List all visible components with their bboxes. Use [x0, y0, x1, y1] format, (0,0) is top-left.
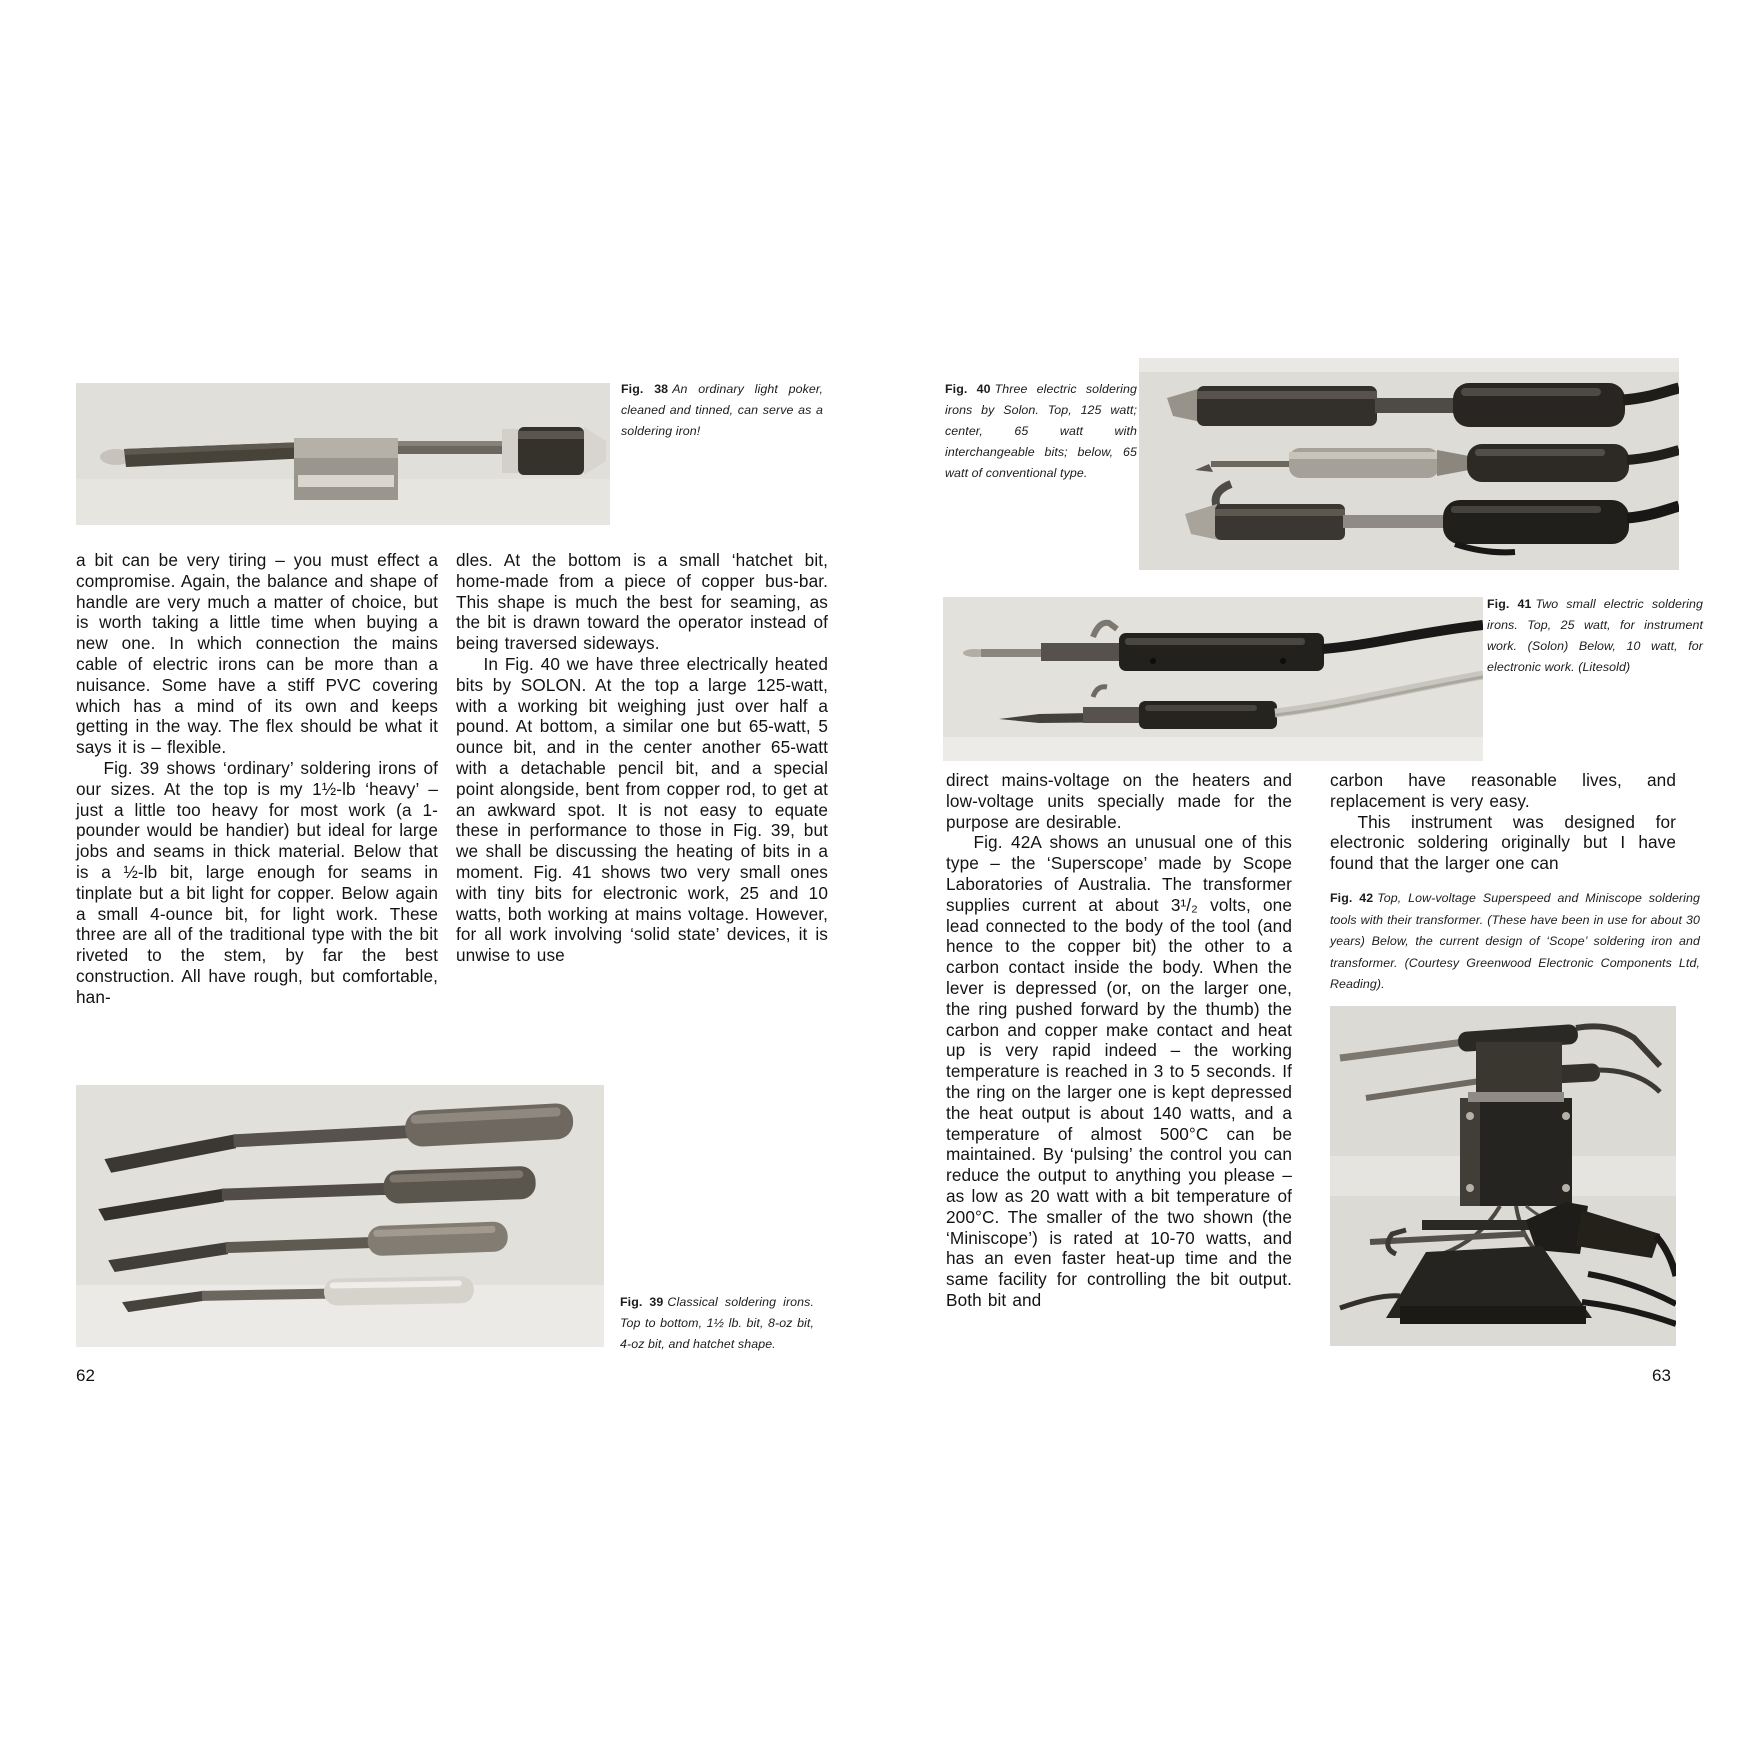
fig39-caption [620, 1292, 814, 1355]
paragraph: This instrument was designed for electronic soldering originally but I have found that the larger one can [1330, 811, 1676, 874]
fig38-photo [76, 383, 610, 525]
paragraph: Fig. 39 shows ‘ordinary’ soldering irons of our sizes. At the top is my 1½-lb ‘heavy’ – just a little too heavy for most work (a 1-pounder would be handier) but ideal for large jobs and seams in thick material. Below that is a ½-lb bit, large enough for seams in tinplate but a bit light for copper. Below again a small 4-ounce bit, for light work. These three are all of the traditional type with the bit riveted to the stem, by far the best construction. All have rough, but comfortable, han- [76, 757, 438, 1007]
fig42-caption-text: Top, Low-voltage Superspeed and Miniscope soldering tools with their transformer. (These have been in use for about 30 years) Below, the current design of ‘Scope’ soldering iron and transformer. (Courtesy Greenwood Electronic Components Ltd, Reading). [1330, 891, 1700, 991]
fig39-photo [76, 1085, 604, 1347]
paragraph: Fig. 42A shows an unusual one of this type – the ‘Superscope’ made by Scope Laboratories of Australia. The transformer supplies current at about 3¹/₂ volts, one lead connected to the body of the tool (and hence to the copper bit) the other to a carbon contact inside the body. When the lever is depressed (or, on the larger one, the ring pushed forward by the thumb) the carbon and copper make contact and heat up is very rapid indeed – the working temperature is reached in 3 to 5 seconds. If the ring on the larger one is kept depressed the heat output is about 140 watts, and a temperature of almost 500°C can be maintained. By ‘pulsing’ the control you can reduce the output to anything you please – as low as 20 watt with a bit temperature of 200°C. The smaller of the two shown (the ‘Miniscope’) is rated at 10-70 watts, and has an even faster heat-up time and the same facility for controlling the bit output. Both bit and [946, 832, 1292, 1310]
fig41-photo [943, 597, 1483, 761]
paragraph: carbon have reasonable lives, and replacement is very easy. [1330, 770, 1676, 811]
small-irons-illustration [943, 597, 1483, 761]
page-number-63: 63 [1652, 1366, 1671, 1385]
soldering-poker-illustration [76, 383, 610, 525]
fig38-caption-text: An ordinary light poker, cleaned and tinned, can serve as a soldering iron! [621, 382, 823, 438]
fig38-caption-label: Fig. 38 [621, 382, 669, 396]
page63-column-1 [946, 770, 1292, 1350]
fig38-caption [621, 379, 823, 442]
page-number-62: 62 [76, 1366, 95, 1385]
page62-column-2 [456, 550, 828, 1066]
paragraph: a bit can be very tiring – you must effect a compromise. Again, the balance and shape of handle are very much a matter of choice, but is worth taking a little time when buying a new one. In which connection the mains cable of electric irons can be more than a nuisance. Some have a stiff PVC covering which has a mind of its own and keeps getting in the way. The flex should be what it says it is – flexible. [76, 550, 438, 758]
fig42-photo [1330, 1006, 1676, 1346]
solon-irons-illustration [1139, 358, 1679, 570]
fig42-caption [1330, 888, 1700, 996]
fig42-caption-label: Fig. 42 [1330, 891, 1374, 905]
paragraph: dles. At the bottom is a small ‘hatchet bit, home-made from a piece of copper bus-bar. This shape is much the best for seaming, as the bit is drawn toward the operator instead of being traversed sideways. [456, 550, 828, 654]
page62-column-1 [76, 550, 438, 1066]
fig40-caption [945, 379, 1137, 484]
fig41-caption-text: Two small electric soldering irons. Top, 25 watt, for instrument work. (Solon) Below, 10 watt, for electronic work. (Litesold) [1487, 597, 1703, 674]
fig40-photo [1139, 358, 1679, 570]
fig40-caption-label: Fig. 40 [945, 382, 991, 396]
fig39-caption-text: Classical soldering irons. Top to bottom, 1½ lb. bit, 8-oz bit, 4-oz bit, and hatchet shape. [620, 1295, 814, 1351]
fig41-caption [1487, 594, 1703, 678]
paragraph: direct mains-voltage on the heaters and low-voltage units specially made for the purpose are desirable. [946, 770, 1292, 832]
fig39-caption-label: Fig. 39 [620, 1295, 664, 1309]
paragraph: In Fig. 40 we have three electrically heated bits by SOLON. At the top a large 125-watt, with a working bit weighing just over half a pound. At bottom, a similar one but 65-watt, 5 ounce bit, and in the center another 65-watt with a detachable pencil bit, and a special point alongside, bent from copper rod, to get at an awkward spot. It is not easy to equate these in performance to those in Fig. 39, but we shall be discussing the heating of bits in a moment. Fig. 41 shows two very small ones with tiny bits for electronic work, 25 and 10 watts, both working at mains voltage. However, for all work involving ‘solid state’ devices, it is unwise to use [456, 653, 828, 966]
classical-irons-illustration [76, 1085, 604, 1347]
fig40-caption-text: Three electric soldering irons by Solon. Top, 125 watt; center, 65 watt with interchangeable bits; below, 65 watt of conventional type. [945, 382, 1138, 480]
fig41-caption-label: Fig. 41 [1487, 597, 1532, 611]
page63-column-2 [1330, 770, 1676, 882]
scope-tools-illustration [1330, 1006, 1676, 1346]
